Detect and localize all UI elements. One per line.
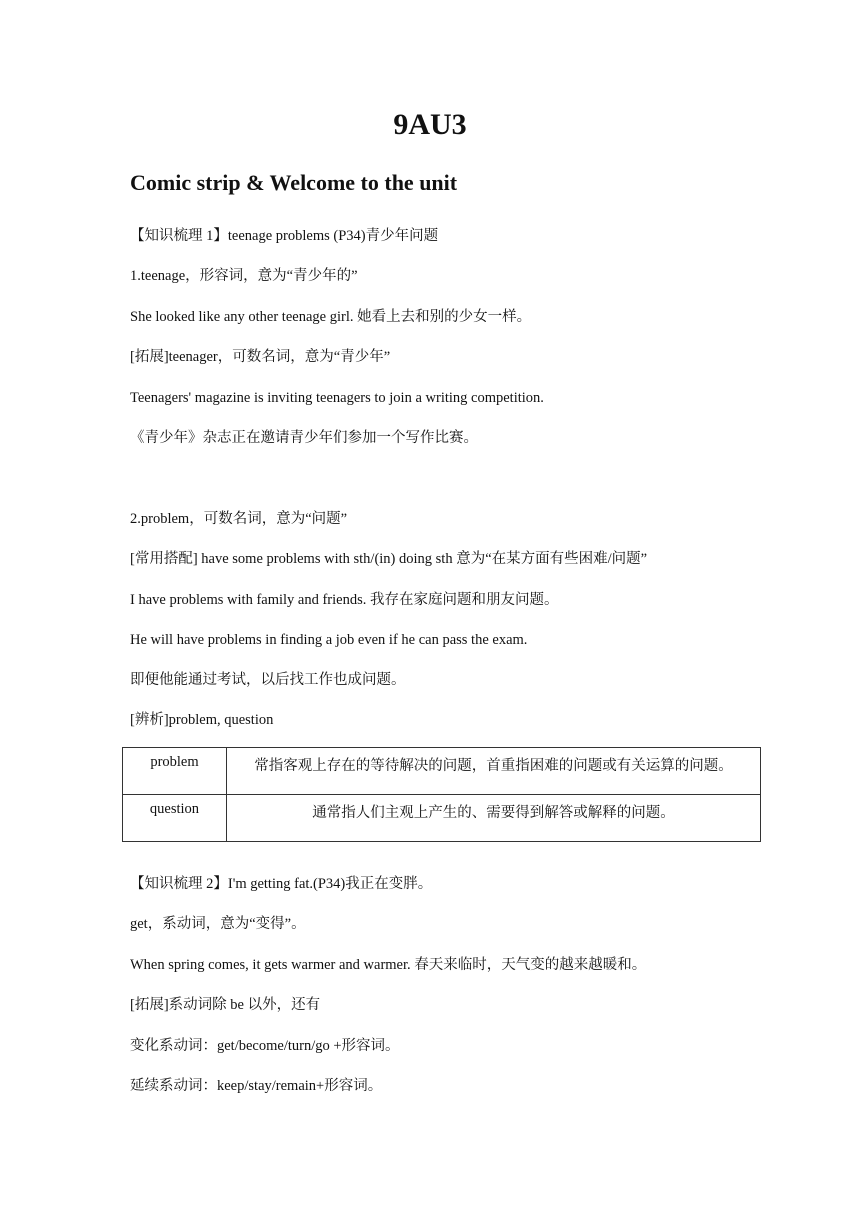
- text-line: 1.teenage，形容词，意为“青少年的”: [130, 268, 358, 284]
- text-line: He will have problems in finding a job even if he can pass the exam.: [130, 632, 528, 648]
- text-line: 延续系动词：keep/stay/remain+形容词。: [130, 1078, 383, 1094]
- text-line: 2.problem，可数名词，意为“问题”: [130, 511, 348, 527]
- text-line: [辨析]problem, question: [130, 712, 274, 728]
- table-cell-definition: 常指客观上存在的等待解决的问题，首重指困难的问题或有关运算的问题。: [227, 748, 761, 795]
- text-line: Teenagers' magazine is inviting teenagers to join a writing competition.: [130, 390, 544, 406]
- section-heading: Comic strip & Welcome to the unit: [130, 170, 458, 195]
- knowledge-point-2-heading: 【知识梳理 2】I'm getting fat.(P34)我正在变胖。: [130, 876, 433, 892]
- text-line: [拓展]系动词除 be 以外，还有: [130, 997, 321, 1013]
- comparison-table: [122, 747, 761, 842]
- knowledge-point-1-heading: 【知识梳理 1】teenage problems (P34)青少年问题: [130, 228, 439, 244]
- text-line: 《青少年》杂志正在邀请青少年们参加一个写作比赛。: [130, 430, 478, 446]
- text-line: get，系动词，意为“变得”。: [130, 916, 306, 932]
- text-line: [常用搭配] have some problems with sth/(in) doing sth 意为“在某方面有些困难/问题”: [130, 551, 648, 567]
- table-row: [123, 748, 761, 795]
- page-title: 9AU3: [393, 108, 467, 141]
- table-cell-definition: 通常指人们主观上产生的、需要得到解答或解释的问题。: [227, 795, 761, 842]
- table-cell-term: problem: [123, 748, 227, 795]
- text-line: I have problems with family and friends. 我存在家庭问题和朋友问题。: [130, 592, 559, 608]
- text-line: 即便他能通过考试，以后找工作也成问题。: [130, 672, 406, 688]
- table-row: [123, 795, 761, 842]
- table-cell-term: question: [123, 795, 227, 842]
- text-line: She looked like any other teenage girl. 她看上去和别的少女一样。: [130, 309, 532, 325]
- text-line: 变化系动词：get/become/turn/go +形容词。: [130, 1038, 400, 1054]
- text-line: [拓展]teenager，可数名词，意为“青少年”: [130, 349, 391, 365]
- text-line: When spring comes, it gets warmer and warmer. 春天来临时，天气变的越来越暖和。: [130, 957, 647, 973]
